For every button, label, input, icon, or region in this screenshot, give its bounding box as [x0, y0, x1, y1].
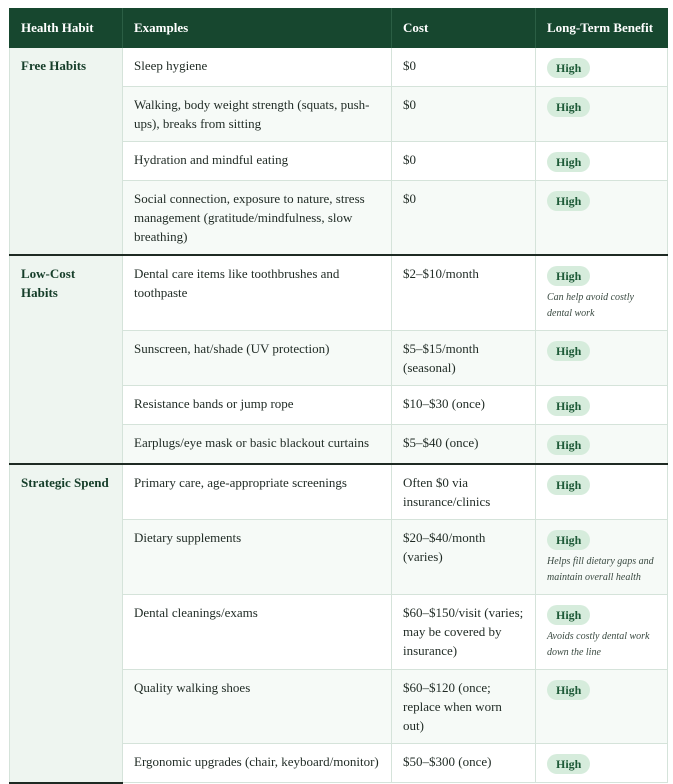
benefit-badge: High [547, 475, 590, 495]
benefit-cell [536, 142, 668, 181]
benefit-badge: High [547, 191, 590, 211]
benefit-cell [536, 520, 668, 595]
group-label: Strategic Spend [10, 464, 123, 783]
benefit-cell [536, 331, 668, 386]
example-cell: Dietary supplements [123, 520, 392, 595]
benefit-badge: High [547, 754, 590, 774]
example-cell: Walking, body weight strength (squats, push-ups), breaks from sitting [123, 87, 392, 142]
header-health-habit: Health Habit [10, 8, 123, 48]
header-examples: Examples [123, 8, 392, 48]
benefit-cell [536, 425, 668, 465]
cost-cell: $20–$40/month (varies) [392, 520, 536, 595]
table-row [10, 48, 668, 87]
cost-cell: $0 [392, 87, 536, 142]
benefit-badge: High [547, 152, 590, 172]
benefit-badge: High [547, 605, 590, 625]
benefit-note: Avoids costly dental work down the line [547, 631, 650, 658]
benefit-cell [536, 48, 668, 87]
benefit-cell [536, 595, 668, 670]
table-row [10, 464, 668, 520]
benefit-cell [536, 255, 668, 331]
cost-cell: $2–$10/month [392, 255, 536, 331]
example-cell: Dental care items like toothbrushes and toothpaste [123, 255, 392, 331]
example-cell: Sunscreen, hat/shade (UV protection) [123, 331, 392, 386]
header-cost: Cost [392, 8, 536, 48]
example-cell: Earplugs/eye mask or basic blackout curtains [123, 425, 392, 465]
benefit-badge: High [547, 396, 590, 416]
cost-cell: $60–$150/visit (varies; may be covered by insurance) [392, 595, 536, 670]
benefit-cell [536, 464, 668, 520]
example-cell: Quality walking shoes [123, 670, 392, 744]
example-cell: Resistance bands or jump rope [123, 386, 392, 425]
header-row [10, 8, 668, 48]
benefit-badge: High [547, 58, 590, 78]
benefit-badge: High [547, 435, 590, 455]
benefit-badge: High [547, 97, 590, 117]
example-cell: Hydration and mindful eating [123, 142, 392, 181]
benefit-cell [536, 386, 668, 425]
cost-cell: $0 [392, 48, 536, 87]
cost-cell: $5–$15/month (seasonal) [392, 331, 536, 386]
group-label: Free Habits [10, 48, 123, 255]
table-header [10, 8, 668, 48]
table-body [10, 48, 668, 783]
benefit-cell [536, 181, 668, 256]
benefit-cell [536, 87, 668, 142]
benefit-badge: High [547, 680, 590, 700]
benefit-badge: High [547, 266, 590, 286]
benefit-badge: High [547, 530, 590, 550]
habits-table [9, 8, 668, 784]
example-cell: Dental cleanings/exams [123, 595, 392, 670]
cost-cell: $10–$30 (once) [392, 386, 536, 425]
cost-cell: $0 [392, 181, 536, 256]
header-long-term-benefit: Long-Term Benefit [536, 8, 668, 48]
benefit-cell [536, 744, 668, 783]
benefit-cell [536, 670, 668, 744]
example-cell: Primary care, age-appropriate screenings [123, 464, 392, 520]
benefit-badge: High [547, 341, 590, 361]
example-cell: Social connection, exposure to nature, stress management (gratitude/mindfulness, slow breathing) [123, 181, 392, 256]
example-cell: Ergonomic upgrades (chair, keyboard/monitor) [123, 744, 392, 783]
group-label: Low-Cost Habits [10, 255, 123, 464]
cost-cell: $60–$120 (once; replace when worn out) [392, 670, 536, 744]
benefit-note: Can help avoid costly dental work [547, 292, 634, 319]
cost-cell: Often $0 via insurance/clinics [392, 464, 536, 520]
benefit-note: Helps fill dietary gaps and maintain overall health [547, 556, 654, 583]
example-cell: Sleep hygiene [123, 48, 392, 87]
table-row [10, 255, 668, 331]
cost-cell: $5–$40 (once) [392, 425, 536, 465]
cost-cell: $0 [392, 142, 536, 181]
cost-cell: $50–$300 (once) [392, 744, 536, 783]
